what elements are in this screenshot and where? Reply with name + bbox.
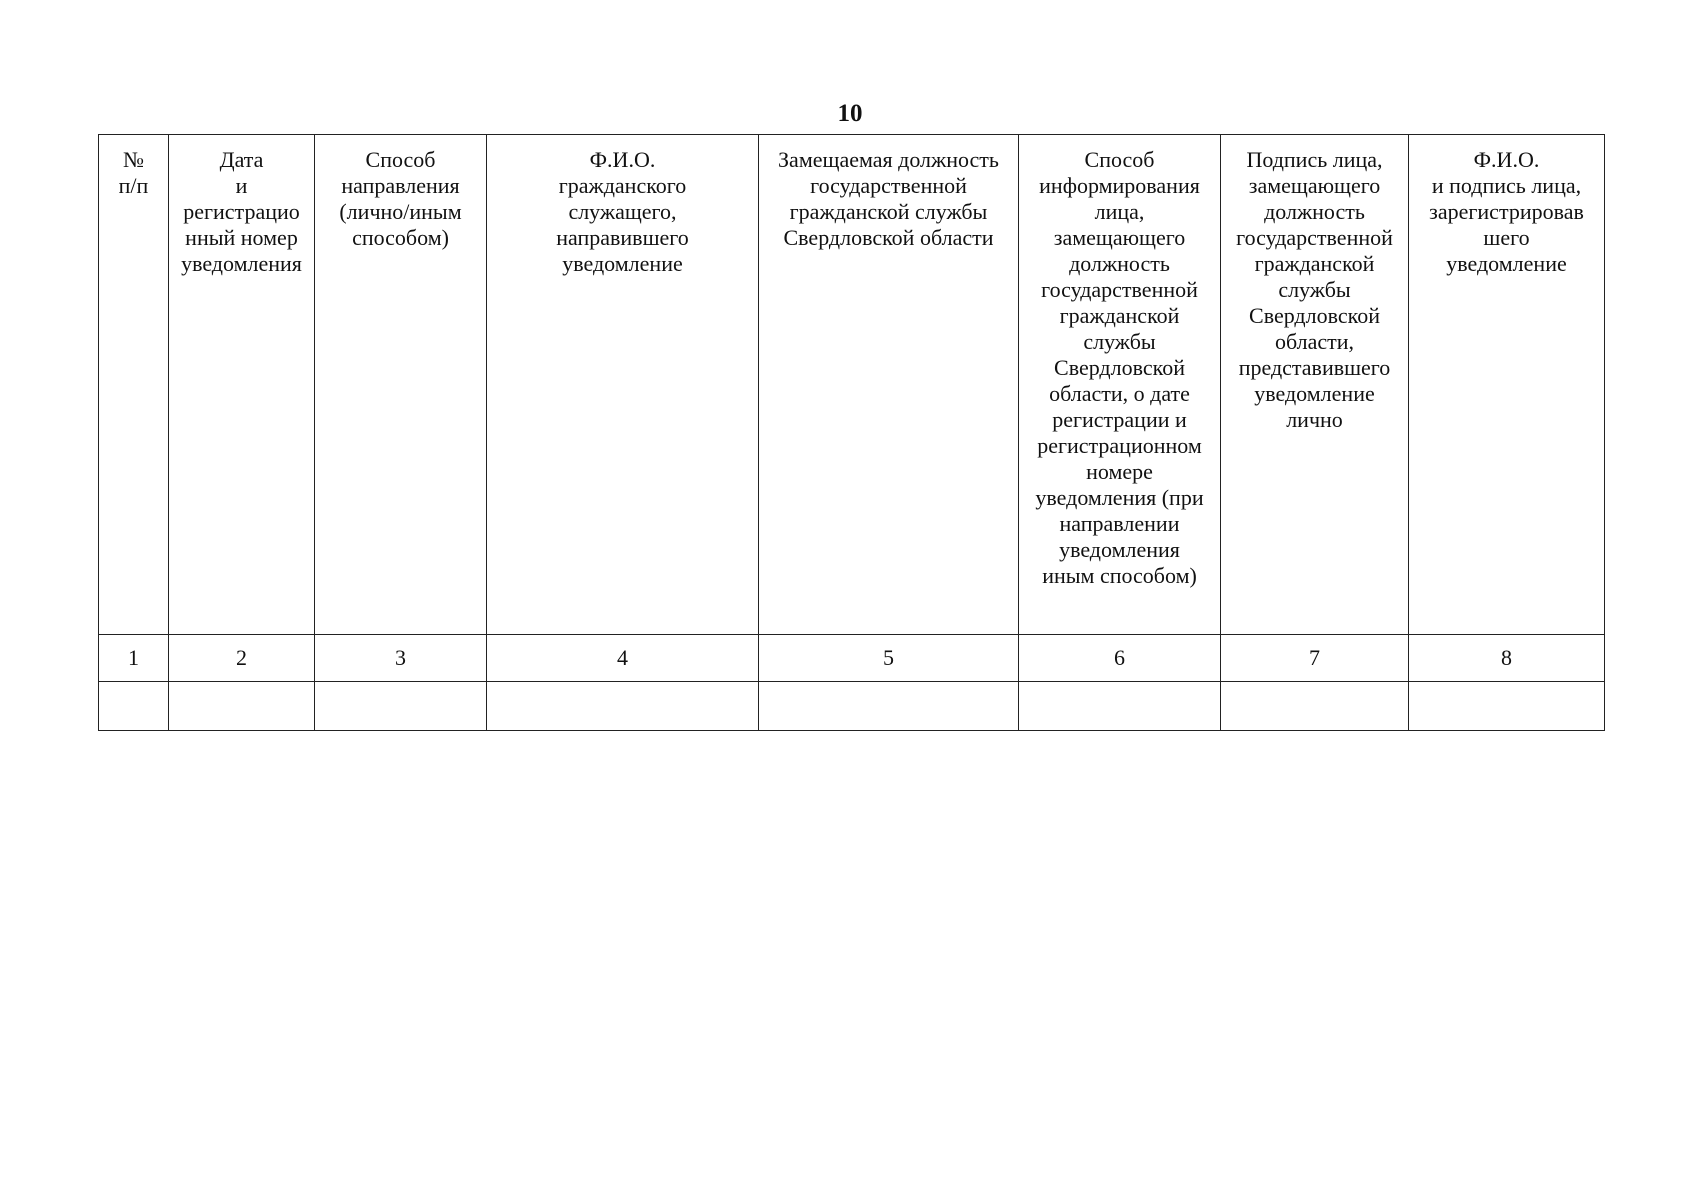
- header-line: нный номер: [185, 225, 298, 250]
- header-line: должность: [1264, 199, 1365, 224]
- header-line: Способ: [365, 147, 436, 172]
- header-line: Подпись лица,: [1246, 147, 1383, 172]
- header-line: представившего: [1238, 355, 1391, 380]
- header-line: Свердловской: [1054, 355, 1185, 380]
- header-line: уведомление: [1446, 251, 1567, 276]
- header-line: уведомления (при: [1035, 485, 1204, 510]
- empty-cell: [759, 682, 1019, 731]
- empty-cell: [1409, 682, 1605, 731]
- header-line: замещающего: [1053, 225, 1186, 250]
- header-line: гражданской: [1059, 303, 1180, 328]
- header-line: государственной: [1041, 277, 1198, 302]
- header-line: гражданского: [558, 173, 687, 198]
- header-line: зарегистрировав: [1429, 199, 1584, 224]
- header-cell: [315, 135, 487, 635]
- header-line: и: [235, 173, 248, 198]
- header-line: государственной: [810, 173, 967, 198]
- header-line: регистрации и: [1052, 407, 1187, 432]
- empty-cell: [169, 682, 315, 731]
- header-line: замещающего: [1248, 173, 1381, 198]
- column-number-cell: 4: [487, 635, 759, 682]
- header-line: Дата: [219, 147, 264, 172]
- header-line: Свердловской области: [783, 225, 994, 250]
- header-line: уведомление: [1254, 381, 1375, 406]
- empty-table-row: [99, 682, 1605, 731]
- empty-cell: [99, 682, 169, 731]
- header-cell: [1409, 135, 1605, 635]
- header-line: гражданской: [1254, 251, 1375, 276]
- header-line: государственной: [1236, 225, 1393, 250]
- header-cell: [487, 135, 759, 635]
- header-cell: [99, 135, 169, 635]
- header-cell: [169, 135, 315, 635]
- header-line: п/п: [118, 173, 149, 198]
- header-line: Свердловской: [1249, 303, 1380, 328]
- header-line: Ф.И.О.: [1473, 147, 1540, 172]
- header-line: направлении: [1059, 511, 1180, 536]
- header-line: Замещаемая должность: [778, 147, 999, 172]
- header-line: лично: [1286, 407, 1343, 432]
- header-cell: [1019, 135, 1221, 635]
- header-row: [99, 135, 1605, 635]
- header-line: регистрацио: [183, 199, 300, 224]
- header-line: Ф.И.О.: [589, 147, 656, 172]
- column-number-cell: 5: [759, 635, 1019, 682]
- header-cell: [759, 135, 1019, 635]
- column-number-cell: 6: [1019, 635, 1221, 682]
- notification-register-table: [98, 134, 1605, 731]
- empty-cell: [1221, 682, 1409, 731]
- header-line: иным способом): [1042, 563, 1197, 588]
- header-line: номере: [1086, 459, 1153, 484]
- header-line: уведомления: [1059, 537, 1180, 562]
- header-line: направления: [341, 173, 460, 198]
- header-line: шего: [1483, 225, 1530, 250]
- empty-cell: [487, 682, 759, 731]
- column-number-cell: 8: [1409, 635, 1605, 682]
- header-line: способом): [352, 225, 449, 250]
- empty-cell: [315, 682, 487, 731]
- header-line: служащего,: [568, 199, 677, 224]
- header-line: области,: [1274, 329, 1355, 354]
- header-line: уведомления: [181, 251, 302, 276]
- column-number-cell: 2: [169, 635, 315, 682]
- header-line: уведомление: [562, 251, 683, 276]
- header-line: области, о дате: [1049, 381, 1190, 406]
- header-line: регистрационном: [1037, 433, 1202, 458]
- header-line: Способ: [1084, 147, 1155, 172]
- header-line: должность: [1069, 251, 1170, 276]
- page-number: 10: [837, 100, 863, 127]
- header-line: лица,: [1094, 199, 1145, 224]
- header-line: и подпись лица,: [1431, 173, 1582, 198]
- column-number-cell: 7: [1221, 635, 1409, 682]
- header-line: гражданской службы: [789, 199, 988, 224]
- header-line: №: [123, 147, 144, 172]
- header-line: направившего: [556, 225, 689, 250]
- header-line: службы: [1083, 329, 1156, 354]
- header-line: (лично/иным: [339, 199, 462, 224]
- column-number-cell: 3: [315, 635, 487, 682]
- column-number-cell: 1: [99, 635, 169, 682]
- empty-cell: [1019, 682, 1221, 731]
- header-line: службы: [1278, 277, 1351, 302]
- header-line: информирования: [1039, 173, 1200, 198]
- header-cell: [1221, 135, 1409, 635]
- column-number-row: [99, 635, 1605, 682]
